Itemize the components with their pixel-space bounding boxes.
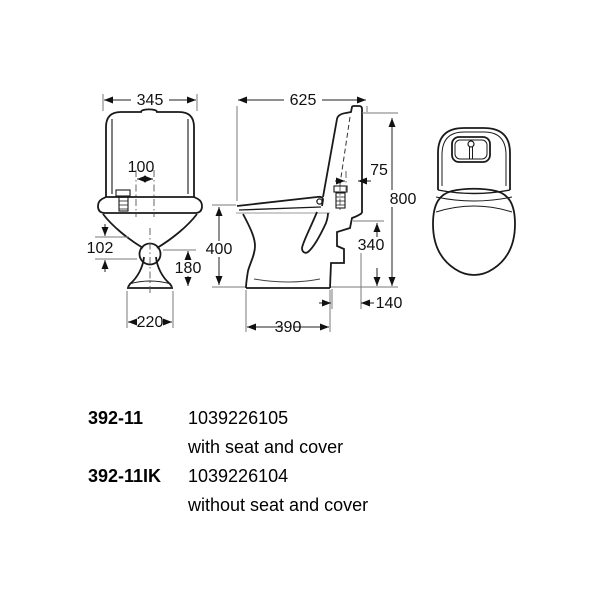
product-article-number: 1039226104 bbox=[188, 466, 289, 486]
dim-foot-width: 220 bbox=[136, 314, 164, 331]
product-description: with seat and cover bbox=[188, 437, 344, 457]
product-description: without seat and cover bbox=[188, 495, 369, 515]
dim-base-depth: 390 bbox=[274, 319, 302, 336]
product-list bbox=[88, 404, 368, 520]
dim-tank-width: 345 bbox=[136, 92, 164, 109]
product-row bbox=[88, 404, 368, 462]
dim-bowl-height: 400 bbox=[205, 241, 233, 258]
product-model: 392-11IK bbox=[88, 466, 162, 486]
dim-flush-offset: 75 bbox=[370, 162, 388, 179]
dim-outlet-height: 180 bbox=[174, 260, 202, 277]
dim-outlet-to-rear: 140 bbox=[375, 295, 403, 312]
product-model: 392-11 bbox=[88, 408, 144, 428]
top-view-drawing bbox=[433, 128, 515, 275]
side-view-dimensions bbox=[212, 100, 398, 332]
side-view-drawing bbox=[236, 106, 362, 288]
product-article-number: 1039226105 bbox=[188, 408, 289, 428]
dim-inlet-height: 102 bbox=[86, 240, 114, 257]
dim-total-depth: 625 bbox=[289, 92, 317, 109]
dim-total-height: 800 bbox=[389, 191, 417, 208]
product-row bbox=[88, 462, 368, 520]
side-view-dim-labels bbox=[203, 92, 419, 336]
dim-rear-ledge-height: 340 bbox=[357, 237, 385, 254]
dim-bolt-centres: 100 bbox=[127, 159, 155, 176]
front-view-dimensions bbox=[95, 94, 197, 328]
